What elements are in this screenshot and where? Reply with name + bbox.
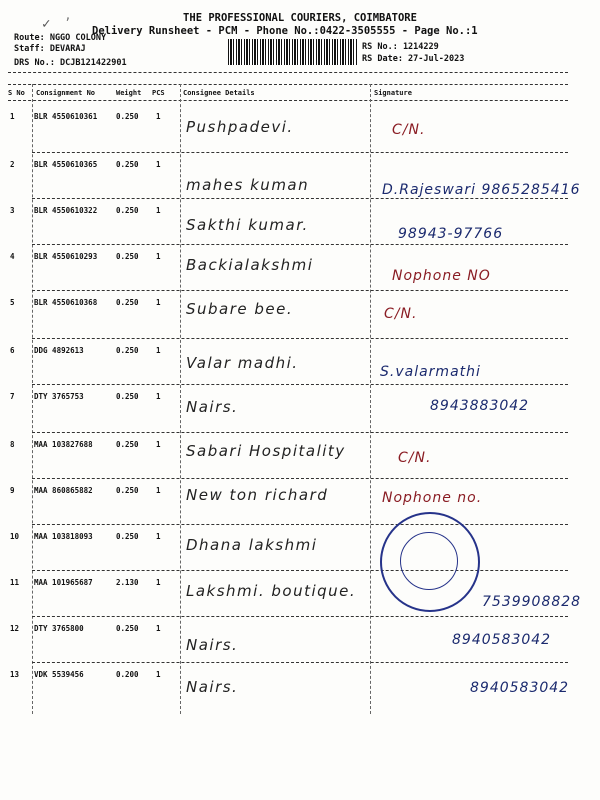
check-mark-icon: ✓	[42, 16, 51, 32]
row-consignee: Nairs.	[186, 636, 239, 654]
row-consignment: MAA 103818093	[34, 532, 93, 541]
row-consignee: Nairs.	[186, 678, 239, 696]
row-separator	[32, 244, 568, 245]
column-divider	[180, 84, 181, 714]
row-pcs: 1	[156, 206, 161, 215]
row-pcs: 1	[156, 532, 161, 541]
row-weight: 0.250	[116, 532, 139, 541]
company-stamp-inner-ring	[400, 532, 458, 590]
column-divider	[32, 84, 33, 714]
row-consignment: MAA 860865882	[34, 486, 93, 495]
row-sno: 7	[10, 392, 15, 401]
row-consignee: Sabari Hospitality	[186, 442, 346, 460]
row-separator	[32, 290, 568, 291]
row-sno: 3	[10, 206, 15, 215]
row-weight: 0.250	[116, 206, 139, 215]
row-consignment: BLR 4550610322	[34, 206, 98, 215]
row-pcs: 1	[156, 346, 161, 355]
row-pcs: 1	[156, 624, 161, 633]
row-signature: C/N.	[392, 122, 426, 138]
rs-date: RS Date: 27-Jul-2023	[362, 54, 465, 64]
row-pcs: 1	[156, 160, 161, 169]
row-signature: C/N.	[384, 306, 418, 322]
row-consignment: BLR 4550610368	[34, 298, 98, 307]
col-header-sno: S No	[8, 89, 25, 97]
row-consignee: New ton richard	[186, 486, 329, 504]
row-consignee: Nairs.	[186, 398, 239, 416]
rs-number: RS No.: 1214229	[362, 42, 439, 52]
row-pcs: 1	[156, 112, 161, 121]
row-weight: 0.250	[116, 298, 139, 307]
row-pcs: 1	[156, 578, 161, 587]
row-weight: 2.130	[116, 578, 139, 587]
row-consignment: DTY 3765753	[34, 392, 84, 401]
col-header-signature: Signature	[374, 89, 412, 97]
row-separator	[32, 570, 568, 571]
row-weight: 0.250	[116, 112, 139, 121]
drs-number: DRS No.: DCJB121422901	[14, 58, 127, 68]
row-pcs: 1	[156, 252, 161, 261]
row-weight: 0.250	[116, 624, 139, 633]
row-consignment: MAA 103827688	[34, 440, 93, 449]
row-weight: 0.250	[116, 346, 139, 355]
row-consignment: DDG 4892613	[34, 346, 84, 355]
row-sno: 4	[10, 252, 15, 261]
row-separator	[32, 152, 568, 153]
route-label: Route: NGGO COLONY	[14, 33, 107, 43]
row-signature: Nophone no.	[382, 490, 483, 506]
row-weight: 0.250	[116, 440, 139, 449]
row-sno: 13	[10, 670, 20, 679]
row-separator	[32, 198, 568, 199]
staff-label: Staff: DEVARAJ	[14, 44, 86, 54]
column-header-separator	[8, 100, 568, 101]
row-signature: 8940583042	[452, 632, 552, 648]
header-separator	[8, 84, 568, 85]
row-consignee: Subare bee.	[186, 300, 294, 318]
runsheet-subtitle: Delivery Runsheet - PCM - Phone No.:0422-3505555 - Page No.:1	[92, 25, 478, 37]
row-weight: 0.200	[116, 670, 139, 679]
row-consignment: BLR 4550610361	[34, 112, 98, 121]
row-signature: 7539908828	[482, 594, 582, 610]
row-separator	[32, 524, 568, 525]
row-consignment: VDK 5539456	[34, 670, 84, 679]
row-separator	[32, 432, 568, 433]
barcode	[228, 39, 358, 65]
row-sno: 1	[10, 112, 15, 121]
row-pcs: 1	[156, 486, 161, 495]
row-consignment: MAA 101965687	[34, 578, 93, 587]
col-header-consignment: Consignment No	[36, 89, 96, 97]
row-signature: 8940583042	[470, 680, 570, 696]
row-sno: 11	[10, 578, 20, 587]
row-pcs: 1	[156, 440, 161, 449]
row-consignee: mahes kuman	[186, 176, 310, 194]
row-consignee: Dhana lakshmi	[186, 536, 318, 554]
row-sno: 5	[10, 298, 15, 307]
column-divider	[370, 84, 371, 714]
row-sno: 6	[10, 346, 15, 355]
row-consignee: Lakshmi. boutique.	[186, 582, 357, 600]
row-signature: 98943-97766	[398, 226, 504, 242]
header-separator	[8, 72, 568, 73]
row-sno: 9	[10, 486, 15, 495]
row-weight: 0.250	[116, 486, 139, 495]
row-separator	[32, 616, 568, 617]
row-sno: 2	[10, 160, 15, 169]
row-consignment: BLR 4550610293	[34, 252, 98, 261]
row-pcs: 1	[156, 670, 161, 679]
row-separator	[32, 338, 568, 339]
row-signature: Nophone NO	[392, 268, 491, 284]
company-title: THE PROFESSIONAL COURIERS, COIMBATORE	[183, 12, 417, 24]
row-signature: D.Rajeswari 9865285416	[382, 182, 581, 198]
col-header-pcs: PCS	[152, 89, 165, 97]
row-signature: S.valarmathi	[380, 364, 481, 380]
row-separator	[32, 384, 568, 385]
col-header-consignee: Consignee Details	[183, 89, 255, 97]
row-weight: 0.250	[116, 252, 139, 261]
row-consignee: Valar madhi.	[186, 354, 299, 372]
row-signature: 8943883042	[430, 398, 530, 414]
tick-mark-icon: ʼ	[64, 16, 72, 30]
row-pcs: 1	[156, 298, 161, 307]
col-header-weight: Weight	[116, 89, 142, 97]
row-sno: 8	[10, 440, 15, 449]
row-consignee: Backialakshmi	[186, 256, 314, 274]
row-consignee: Sakthi kumar.	[186, 216, 309, 234]
row-consignment: DTY 3765800	[34, 624, 84, 633]
row-weight: 0.250	[116, 160, 139, 169]
row-separator	[32, 478, 568, 479]
row-separator	[32, 662, 568, 663]
row-consignee: Pushpadevi.	[186, 118, 294, 136]
row-sno: 10	[10, 532, 20, 541]
row-signature: C/N.	[398, 450, 432, 466]
row-consignment: BLR 4550610365	[34, 160, 98, 169]
row-sno: 12	[10, 624, 20, 633]
row-weight: 0.250	[116, 392, 139, 401]
row-pcs: 1	[156, 392, 161, 401]
